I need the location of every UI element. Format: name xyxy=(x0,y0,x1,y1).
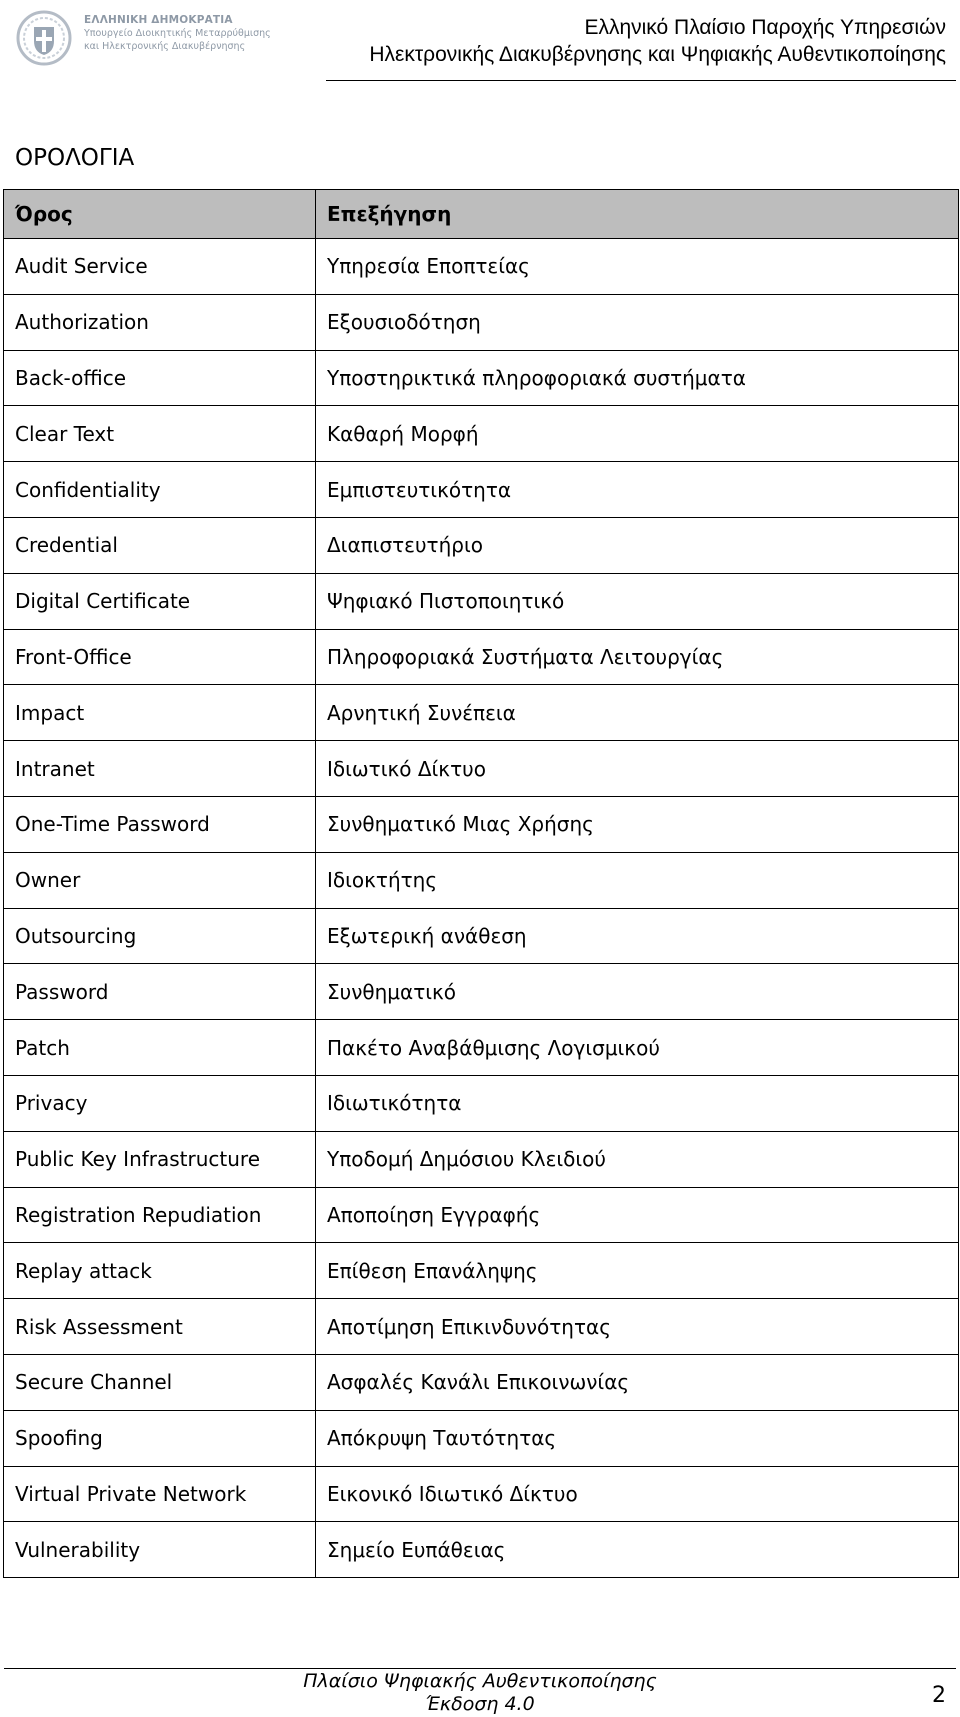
explanation-cell: Συνθηματικό xyxy=(316,964,959,1020)
term-cell: Audit Service xyxy=(4,239,316,295)
explanation-cell: Καθαρή Μορφή xyxy=(316,406,959,462)
document-title-line-2: Ηλεκτρονικής Διακυβέρνησης και Ψηφιακής Αυθεντικοποίησης xyxy=(369,43,946,66)
table-row xyxy=(4,1243,959,1299)
explanation-cell: Ψηφιακό Πιστοποιητικό xyxy=(316,573,959,629)
logo-text xyxy=(84,14,271,53)
table-row xyxy=(4,1131,959,1187)
logo-line-2: Υπουργείο Διοικητικής Μεταρρύθμισης xyxy=(84,28,271,39)
term-cell: Registration Repudiation xyxy=(4,1187,316,1243)
ministry-logo xyxy=(16,10,316,70)
term-cell: Patch xyxy=(4,1020,316,1076)
document-title xyxy=(369,14,946,68)
table-row xyxy=(4,1466,959,1522)
term-cell: Front-Office xyxy=(4,629,316,685)
explanation-cell: Πληροφοριακά Συστήματα Λειτουργίας xyxy=(316,629,959,685)
section-title: ΟΡΟΛΟΓΙΑ xyxy=(15,145,135,171)
term-cell: Virtual Private Network xyxy=(4,1466,316,1522)
logo-line-1: ΕΛΛΗΝΙΚΗ ΔΗΜΟΚΡΑΤΙΑ xyxy=(84,14,233,26)
table-row xyxy=(4,573,959,629)
term-cell: Confidentiality xyxy=(4,462,316,518)
table-row xyxy=(4,741,959,797)
table-row xyxy=(4,406,959,462)
table-row xyxy=(4,629,959,685)
column-header-term: Όρος xyxy=(4,190,316,239)
term-cell: Vulnerability xyxy=(4,1522,316,1578)
table-row xyxy=(4,1299,959,1355)
document-title-line-1: Ελληνικό Πλαίσιο Παροχής Υπηρεσιών xyxy=(584,16,946,39)
terminology-table xyxy=(3,189,959,1578)
logo-line-3: και Ηλεκτρονικής Διακυβέρνησης xyxy=(84,41,246,52)
footer-version: Έκδοση 4.0 xyxy=(425,1693,535,1715)
table-row xyxy=(4,964,959,1020)
term-cell: Replay attack xyxy=(4,1243,316,1299)
explanation-cell: Εξουσιοδότηση xyxy=(316,294,959,350)
term-cell: Password xyxy=(4,964,316,1020)
term-cell: Public Key Infrastructure xyxy=(4,1131,316,1187)
term-cell: One-Time Password xyxy=(4,796,316,852)
term-cell: Digital Certificate xyxy=(4,573,316,629)
page-footer xyxy=(0,1670,960,1716)
term-cell: Clear Text xyxy=(4,406,316,462)
page-header xyxy=(0,0,960,84)
table-row xyxy=(4,462,959,518)
explanation-cell: Επίθεση Επανάληψης xyxy=(316,1243,959,1299)
table-row xyxy=(4,1522,959,1578)
explanation-cell: Ασφαλές Κανάλι Επικοινωνίας xyxy=(316,1354,959,1410)
term-cell: Credential xyxy=(4,517,316,573)
explanation-cell: Υπηρεσία Εποπτείας xyxy=(316,239,959,295)
explanation-cell: Διαπιστευτήριο xyxy=(316,517,959,573)
table-row xyxy=(4,1410,959,1466)
table-row xyxy=(4,239,959,295)
term-cell: Back-office xyxy=(4,350,316,406)
column-header-explanation: Επεξήγηση xyxy=(316,190,959,239)
explanation-cell: Σημείο Ευπάθειας xyxy=(316,1522,959,1578)
page-number: 2 xyxy=(932,1683,946,1708)
footer-document-name: Πλαίσιο Ψηφιακής Αυθεντικοποίησης xyxy=(303,1670,657,1692)
explanation-cell: Υποδομή Δημόσιου Κλειδιού xyxy=(316,1131,959,1187)
explanation-cell: Συνθηματικό Μιας Χρήσης xyxy=(316,796,959,852)
header-divider xyxy=(326,80,956,81)
explanation-cell: Ιδιωτικότητα xyxy=(316,1075,959,1131)
explanation-cell: Αποποίηση Εγγραφής xyxy=(316,1187,959,1243)
term-cell: Impact xyxy=(4,685,316,741)
term-cell: Intranet xyxy=(4,741,316,797)
footer-divider xyxy=(4,1668,956,1669)
table-row xyxy=(4,1187,959,1243)
table-row xyxy=(4,1020,959,1076)
explanation-cell: Αποτίμηση Επικινδυνότητας xyxy=(316,1299,959,1355)
explanation-cell: Αρνητική Συνέπεια xyxy=(316,685,959,741)
term-cell: Authorization xyxy=(4,294,316,350)
explanation-cell: Εικονικό Ιδιωτικό Δίκτυο xyxy=(316,1466,959,1522)
explanation-cell: Ιδιοκτήτης xyxy=(316,852,959,908)
table-header-row xyxy=(4,190,959,239)
explanation-cell: Εξωτερική ανάθεση xyxy=(316,908,959,964)
term-cell: Privacy xyxy=(4,1075,316,1131)
term-cell: Secure Channel xyxy=(4,1354,316,1410)
greek-emblem-icon xyxy=(16,10,72,66)
term-cell: Risk Assessment xyxy=(4,1299,316,1355)
table-row xyxy=(4,294,959,350)
explanation-cell: Απόκρυψη Ταυτότητας xyxy=(316,1410,959,1466)
term-cell: Owner xyxy=(4,852,316,908)
table-row xyxy=(4,852,959,908)
term-cell: Outsourcing xyxy=(4,908,316,964)
table-row xyxy=(4,517,959,573)
explanation-cell: Υποστηρικτικά πληροφοριακά συστήματα xyxy=(316,350,959,406)
table-row xyxy=(4,685,959,741)
table-row xyxy=(4,1075,959,1131)
explanation-cell: Ιδιωτικό Δίκτυο xyxy=(316,741,959,797)
explanation-cell: Εμπιστευτικότητα xyxy=(316,462,959,518)
term-cell: Spoofing xyxy=(4,1410,316,1466)
table-row xyxy=(4,1354,959,1410)
table-row xyxy=(4,350,959,406)
table-row xyxy=(4,908,959,964)
explanation-cell: Πακέτο Αναβάθμισης Λογισμικού xyxy=(316,1020,959,1076)
table-body xyxy=(4,239,959,1578)
table-row xyxy=(4,796,959,852)
